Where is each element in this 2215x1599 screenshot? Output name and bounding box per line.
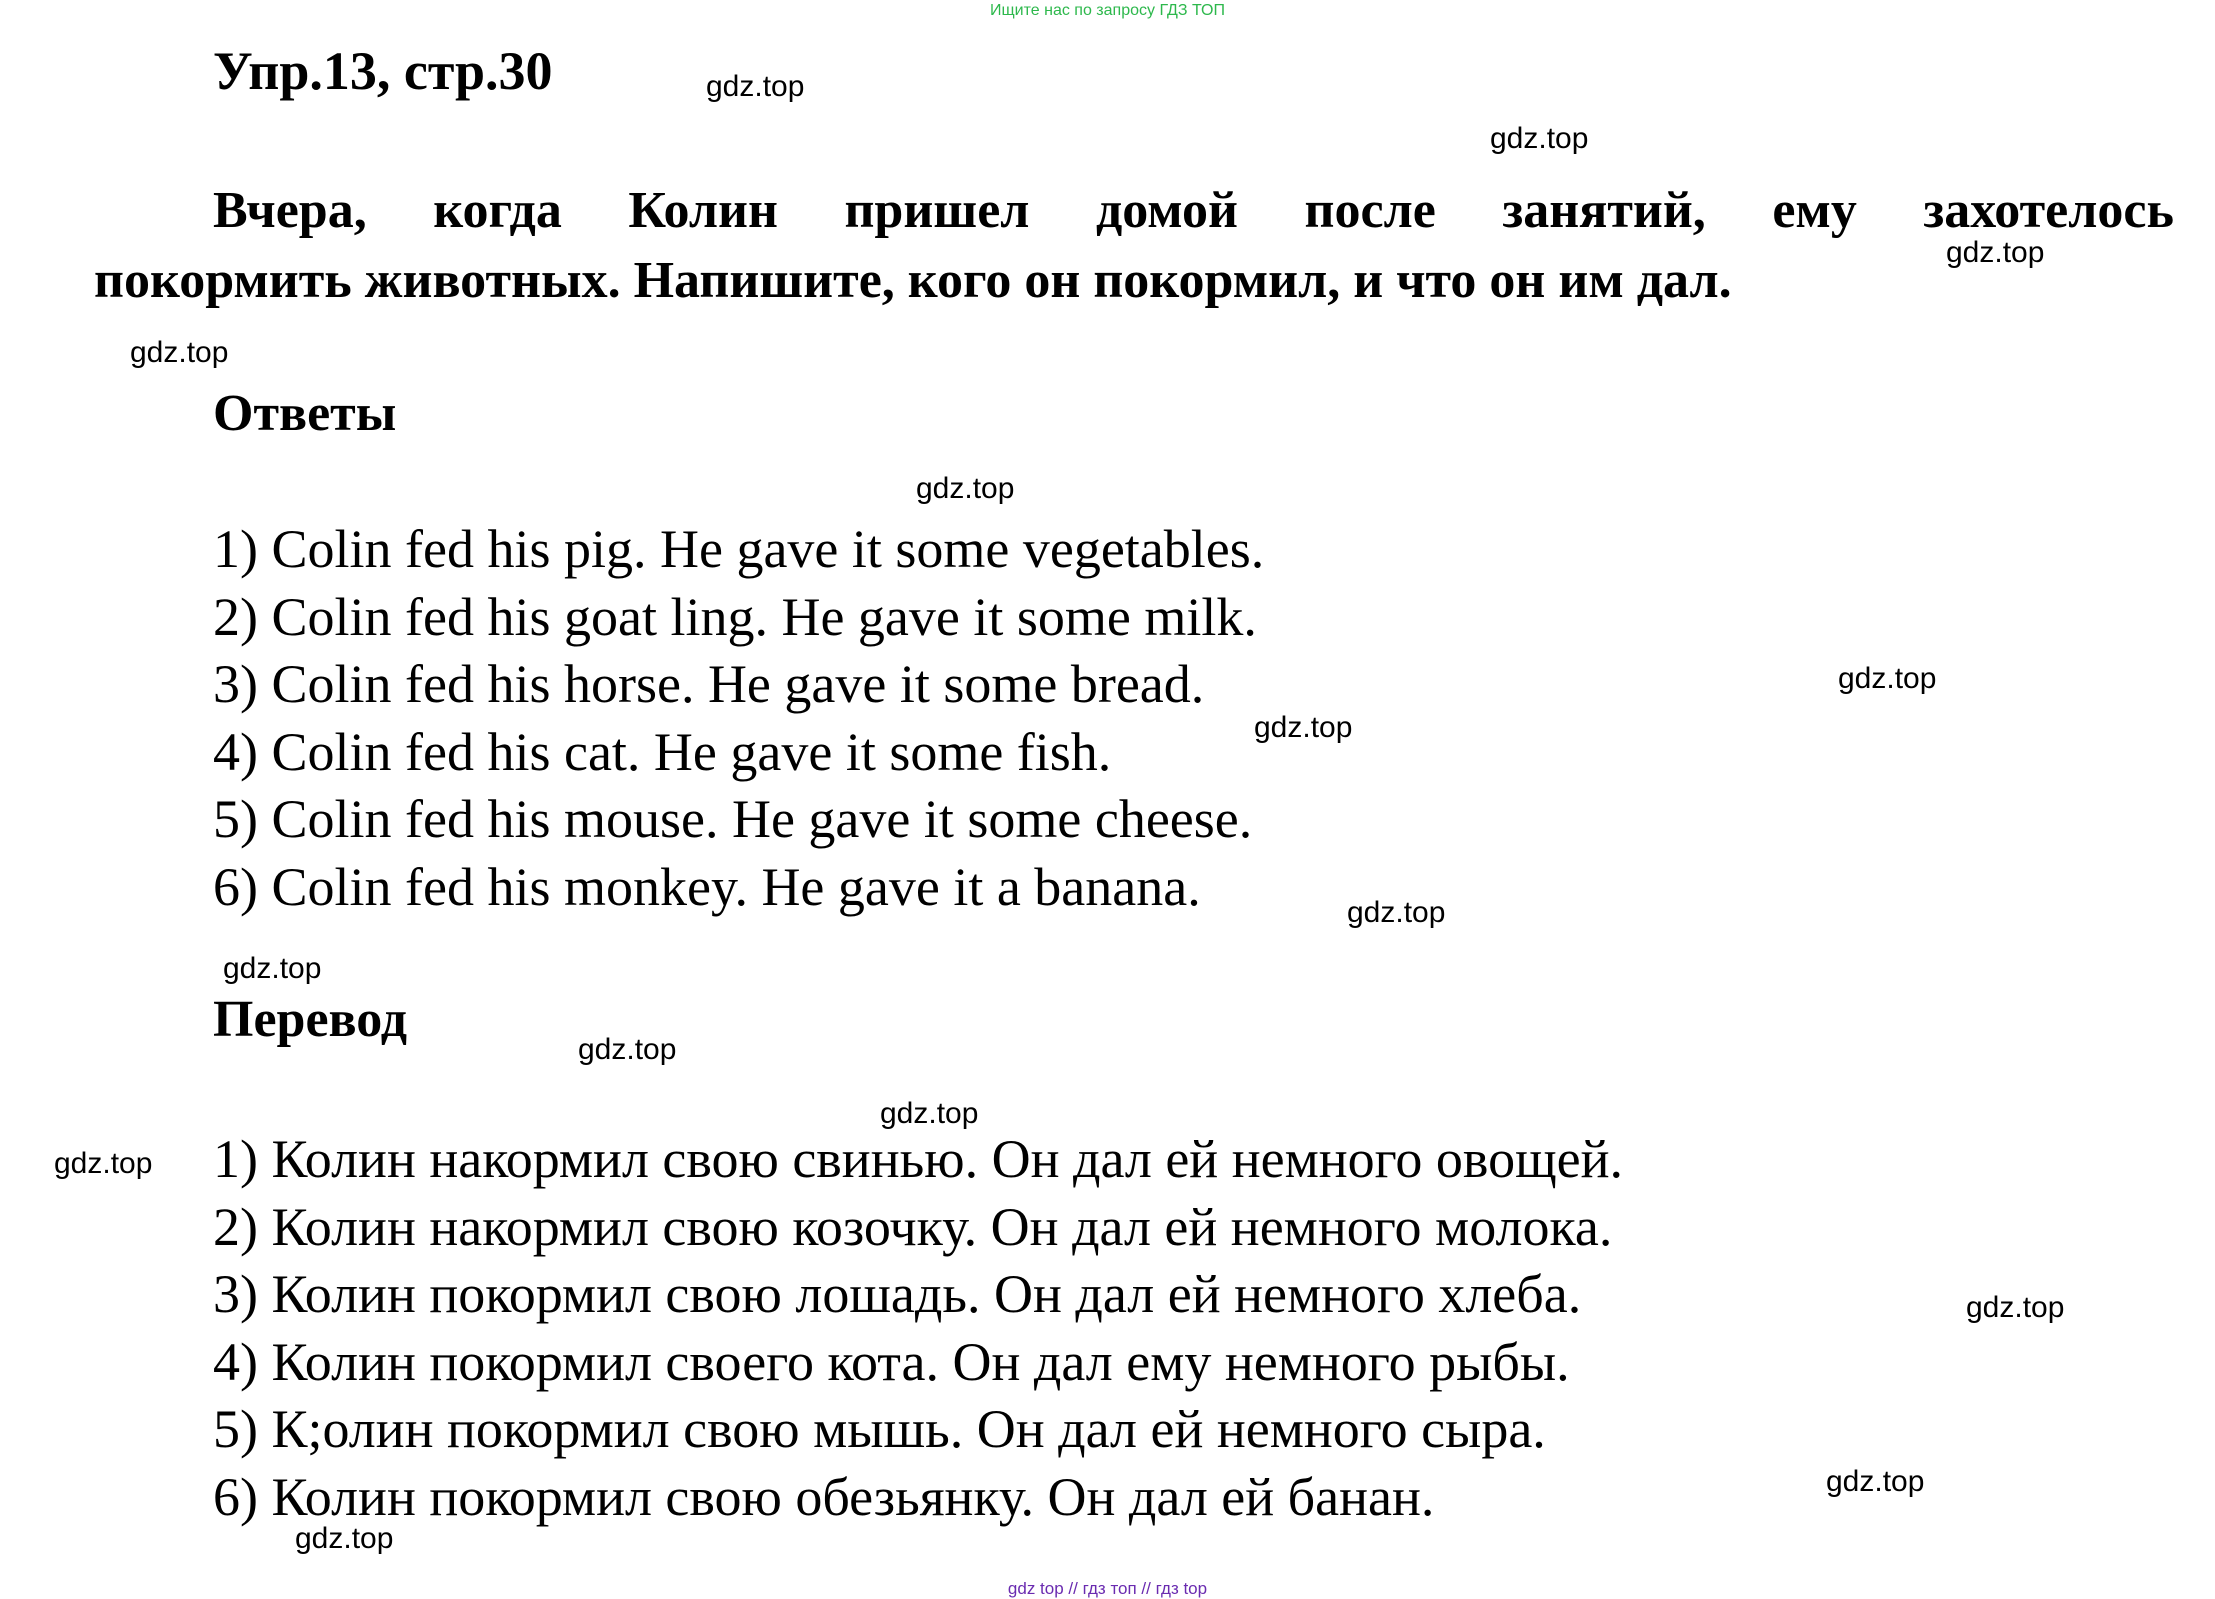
watermark: gdz.top [706,70,805,103]
watermark: gdz.top [1966,1291,2065,1324]
watermark: gdz.top [1254,711,1353,744]
watermark: gdz.top [880,1097,979,1130]
top-banner: Ищите нас по запросу ГДЗ ТОП [990,2,1225,19]
watermark: gdz.top [223,952,322,985]
answer-item: 1) Colin fed his pig. He gave it some vegetables. [213,519,1265,579]
answer-item: 5) Colin fed his mouse. He gave it some cheese. [213,789,1253,849]
watermark: gdz.top [1826,1465,1925,1498]
task-line-1: Вчера, когда Колин пришел домой после занятий, ему захотелось [213,182,2174,239]
watermark: gdz.top [916,472,1015,505]
answers-list [213,516,1264,921]
answer-item: 2) Colin fed his goat ling. He gave it some milk. [213,586,1257,647]
translation-item: 1) Колин накормил свою свинью. Он дал ей немного овощей. [213,1129,1624,1189]
translation-heading: Перевод [213,991,408,1048]
footer-links: gdz top // гдз топ // гдз top [1007,1579,1208,1598]
answers-heading: Ответы [213,385,397,442]
translation-item: 4) Колин покормил своего кота. Он дал ему немного рыбы. [213,1331,1570,1392]
watermark: gdz.top [1490,122,1589,155]
answer-item: 3) Colin fed his horse. He gave it some bread. [213,654,1205,714]
translation-item: 5) К;олин покормил свою мышь. Он дал ей немного сыра. [213,1399,1546,1459]
watermark: gdz.top [295,1522,394,1555]
watermark: gdz.top [130,336,229,369]
task-line-2: покормить животных. Напишите, кого он покормил, и что он им дал. [94,252,1732,309]
task-text [94,176,2174,316]
exercise-title: Упр.13, стр.30 [213,41,553,101]
watermark: gdz.top [578,1033,677,1066]
watermark: gdz.top [1347,896,1446,929]
watermark: gdz.top [54,1147,153,1180]
translation-list [213,1126,1623,1531]
answer-item: 6) Colin fed his monkey. He gave it a banana. [213,856,1201,917]
translation-item: 2) Колин накормил свою козочку. Он дал ей немного молока. [213,1196,1613,1257]
watermark: gdz.top [1946,236,2045,269]
translation-item: 3) Колин покормил свою лошадь. Он дал ей немного хлеба. [213,1264,1582,1324]
translation-item: 6) Колин покормил свою обезьянку. Он дал ей банан. [213,1466,1435,1527]
watermark: gdz.top [1838,662,1937,695]
answer-item: 4) Colin fed his cat. He gave it some fish. [213,721,1112,782]
